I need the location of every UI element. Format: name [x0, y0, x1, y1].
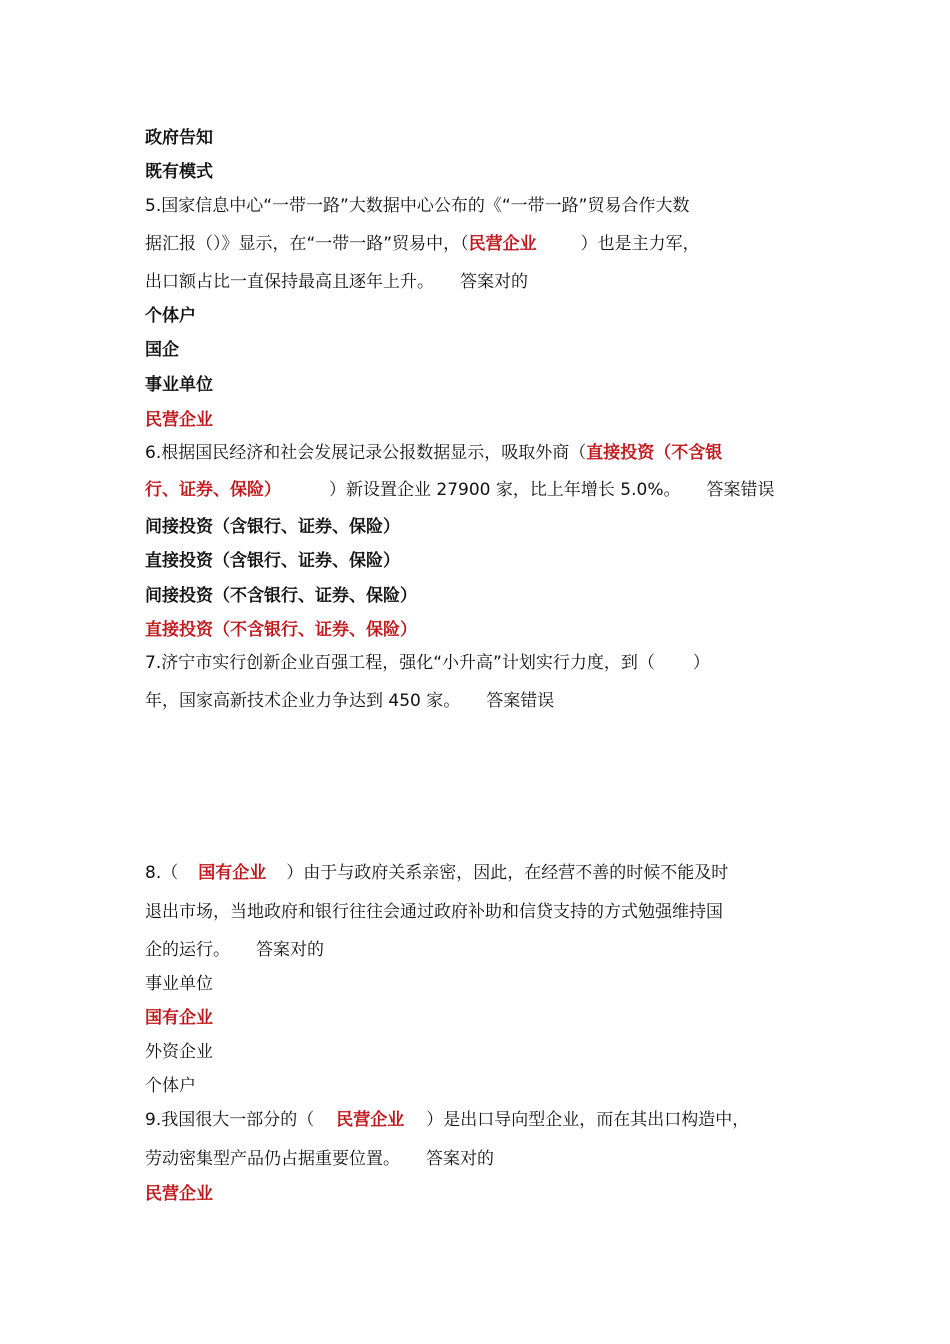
option-text: 间接投资（不含银行、证券、保险）: [145, 586, 417, 606]
question-6-line-1: 6.根据国民经济和社会发展记录公报数据显示，吸取外商（直接投资（不含银: [145, 443, 723, 463]
question-9-answer: 民营企业: [336, 1110, 405, 1130]
option-text: 事业单位: [145, 974, 213, 994]
question-5-line-3: 出口额占比一直保持最高且逐年上升。 答案对的: [145, 272, 528, 292]
option-text: 外资企业: [145, 1042, 213, 1062]
option-text-correct: 民营企业: [145, 410, 213, 430]
option-text: 个体户: [145, 306, 196, 326]
question-9-result: 答案对的: [426, 1149, 494, 1169]
option-text: 既有模式: [145, 162, 213, 182]
option-text-correct: 民营企业: [145, 1184, 213, 1204]
question-9-line-2: 劳动密集型产品仍占据重要位置。 答案对的: [145, 1149, 494, 1169]
option-text: 国企: [145, 340, 179, 360]
question-7-line-2: 年，国家高新技术企业力争达到 450 家。 答案错误: [145, 691, 555, 711]
question-8-line-3: 企的运行。 答案对的: [145, 940, 324, 960]
option-text-correct: 直接投资（不含银行、证券、保险）: [145, 620, 417, 640]
question-9-line-1: 9.我国很大一部分的（ 民营企业 ）是出口导向型企业，而在其出口构造中，: [145, 1110, 750, 1130]
option-text: 间接投资（含银行、证券、保险）: [145, 517, 400, 537]
question-5-line-1: 5.国家信息中心“一带一路”大数据中心公布的《“一带一路”贸易合作大数: [145, 196, 690, 216]
option-text: 直接投资（含银行、证券、保险）: [145, 551, 400, 571]
question-5-answer: 民营企业: [468, 234, 537, 254]
question-6-answer: 直接投资（不含银: [586, 443, 723, 463]
question-5-result: 答案对的: [460, 272, 528, 292]
question-8-line-1: 8.（ 国有企业 ）由于与政府关系亲密，因此，在经营不善的时候不能及时: [145, 863, 729, 883]
question-8-result: 答案对的: [256, 940, 324, 960]
question-7-line-1: 7.济宁市实行创新企业百强工程，强化“小升高”计划实行力度，到（ ）: [145, 653, 710, 673]
question-7-result: 答案错误: [486, 691, 555, 711]
question-6-answer-cont: 行、证券、保险）: [145, 480, 281, 500]
option-text: 政府告知: [145, 128, 213, 148]
question-6-result: 答案错误: [706, 480, 775, 500]
question-8-line-2: 退出市场，当地政府和银行往往会通过政府补助和信贷支持的方式勉强维持国: [145, 902, 723, 922]
option-text-correct: 国有企业: [145, 1008, 213, 1028]
option-text: 事业单位: [145, 375, 213, 395]
question-8-answer: 国有企业: [198, 863, 267, 883]
question-5-line-2: 据汇报（）》显示，在“一带一路”贸易中，（民营企业 ）也是主力军，: [145, 234, 700, 254]
option-text: 个体户: [145, 1076, 196, 1096]
question-6-line-2: 行、证券、保险） ）新设置企业 27900 家，比上年增长 5.0%。 答案错误: [145, 480, 775, 500]
